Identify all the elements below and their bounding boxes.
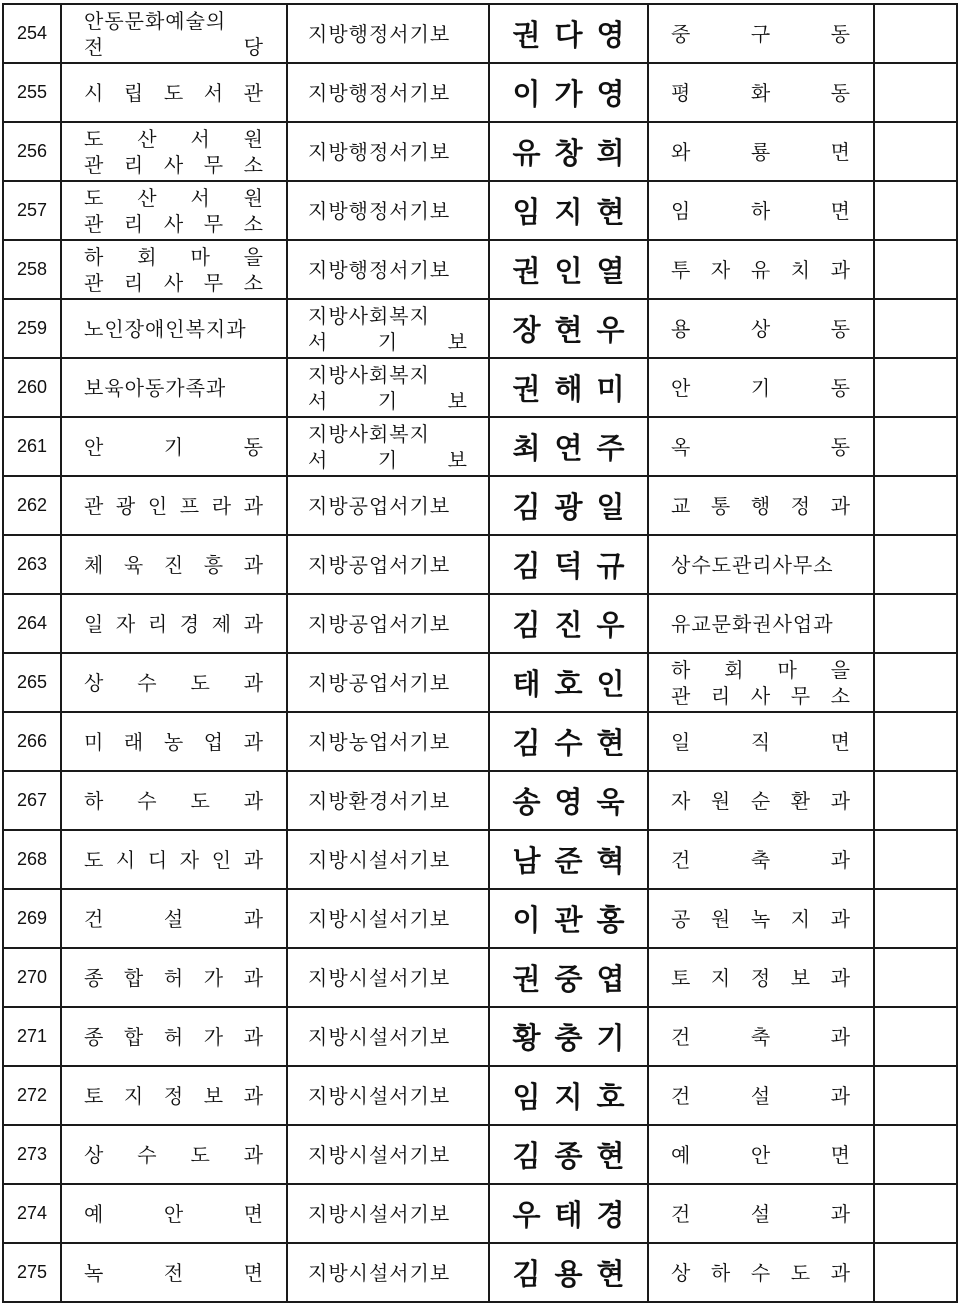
person-name-cell	[489, 594, 648, 653]
current-department-line: 노인장애인복지과	[84, 316, 247, 341]
current-department-line: 녹 전 면	[84, 1260, 264, 1285]
table-row	[3, 712, 957, 771]
new-department	[648, 417, 874, 476]
new-department-line: 자 원 순 환 과	[671, 788, 851, 813]
row-number: 264	[3, 594, 61, 653]
current-department-line: 보육아동가족과	[84, 375, 227, 400]
current-department-line: 도 시 디 자 인 과	[84, 847, 264, 872]
rank-title-line: 지방공업서기보	[308, 552, 451, 577]
rank-title-line: 지방행정서기보	[308, 198, 451, 223]
remarks-cell	[874, 240, 957, 299]
rank-title-line: 지방행정서기보	[308, 80, 451, 105]
current-department-line: 일 자 리 경 제 과	[84, 611, 264, 636]
current-department	[61, 1066, 287, 1125]
rank-title-line: 서 기 보	[308, 388, 468, 413]
remarks-cell	[874, 1007, 957, 1066]
rank-title-line: 지방공업서기보	[308, 611, 451, 636]
rank-title-line: 지방시설서기보	[308, 1201, 451, 1226]
row-number: 269	[3, 889, 61, 948]
current-department	[61, 476, 287, 535]
table-row	[3, 63, 957, 122]
person-name-cell	[489, 299, 648, 358]
remarks-cell	[874, 771, 957, 830]
personnel-table	[2, 3, 958, 1303]
rank-title	[287, 1066, 489, 1125]
remarks-cell	[874, 1184, 957, 1243]
rank-title	[287, 1007, 489, 1066]
row-number: 267	[3, 771, 61, 830]
current-department-line: 관 리 사 무 소	[84, 211, 264, 236]
current-department	[61, 1243, 287, 1302]
person-name: 권다영	[512, 18, 639, 52]
person-name: 최연주	[512, 431, 639, 465]
person-name: 임지현	[512, 195, 639, 229]
table-row	[3, 417, 957, 476]
new-department	[648, 535, 874, 594]
new-department	[648, 1184, 874, 1243]
row-number: 271	[3, 1007, 61, 1066]
rank-title	[287, 712, 489, 771]
person-name-cell	[489, 1125, 648, 1184]
table-body	[3, 4, 957, 1302]
person-name: 태호인	[512, 667, 639, 701]
remarks-cell	[874, 4, 957, 63]
table-row	[3, 122, 957, 181]
person-name: 우태경	[512, 1198, 639, 1232]
table-row	[3, 948, 957, 1007]
row-number: 266	[3, 712, 61, 771]
row-number: 261	[3, 417, 61, 476]
rank-title	[287, 358, 489, 417]
table-row	[3, 181, 957, 240]
current-department-line: 하 회 마 을	[84, 244, 264, 269]
rank-title-line: 지방행정서기보	[308, 139, 451, 164]
person-name-cell	[489, 771, 648, 830]
current-department	[61, 181, 287, 240]
new-department-line: 옥 동	[671, 434, 851, 459]
rank-title-line: 지방시설서기보	[308, 1024, 451, 1049]
new-department	[648, 1007, 874, 1066]
table-row	[3, 889, 957, 948]
rank-title	[287, 417, 489, 476]
table-row	[3, 830, 957, 889]
person-name-cell	[489, 830, 648, 889]
current-department	[61, 712, 287, 771]
person-name: 김진우	[512, 608, 639, 642]
current-department-line: 도 산 서 원	[84, 126, 264, 151]
current-department-line: 상 수 도 과	[84, 1142, 264, 1167]
table-row	[3, 476, 957, 535]
rank-title-line: 지방시설서기보	[308, 906, 451, 931]
current-department-line: 관 광 인 프 라 과	[84, 493, 264, 518]
rank-title-line: 서 기 보	[308, 329, 468, 354]
new-department-line: 건 설 과	[671, 1201, 851, 1226]
new-department	[648, 1125, 874, 1184]
new-department	[648, 830, 874, 889]
remarks-cell	[874, 181, 957, 240]
table-row	[3, 653, 957, 712]
table-row	[3, 358, 957, 417]
new-department-line: 평 화 동	[671, 80, 851, 105]
table-row	[3, 771, 957, 830]
person-name-cell	[489, 4, 648, 63]
row-number: 256	[3, 122, 61, 181]
new-department	[648, 240, 874, 299]
new-department-line: 건 축 과	[671, 1024, 851, 1049]
row-number: 257	[3, 181, 61, 240]
new-department	[648, 889, 874, 948]
person-name: 권인열	[512, 254, 639, 288]
rank-title-line: 지방행정서기보	[308, 257, 451, 282]
row-number: 270	[3, 948, 61, 1007]
new-department	[648, 299, 874, 358]
new-department-line: 관 리 사 무 소	[671, 683, 851, 708]
rank-title-line: 지방사회복지	[308, 421, 430, 446]
rank-title	[287, 1125, 489, 1184]
rank-title	[287, 122, 489, 181]
new-department	[648, 594, 874, 653]
rank-title	[287, 299, 489, 358]
new-department-line: 투 자 유 치 과	[671, 257, 851, 282]
table-row	[3, 240, 957, 299]
new-department-line: 안 기 동	[671, 375, 851, 400]
person-name-cell	[489, 653, 648, 712]
new-department-line: 건 축 과	[671, 847, 851, 872]
current-department	[61, 240, 287, 299]
current-department-line: 시 립 도 서 관	[84, 80, 264, 105]
remarks-cell	[874, 299, 957, 358]
person-name-cell	[489, 358, 648, 417]
rank-title	[287, 771, 489, 830]
rank-title-line: 지방환경서기보	[308, 788, 451, 813]
row-number: 268	[3, 830, 61, 889]
rank-title	[287, 1184, 489, 1243]
person-name-cell	[489, 240, 648, 299]
person-name-cell	[489, 1184, 648, 1243]
current-department-line: 전 당	[84, 34, 264, 59]
remarks-cell	[874, 1066, 957, 1125]
person-name-cell	[489, 476, 648, 535]
table-row	[3, 535, 957, 594]
current-department-line: 안동문화예술의	[84, 8, 227, 33]
current-department	[61, 889, 287, 948]
table-row	[3, 4, 957, 63]
new-department-line: 교 통 행 정 과	[671, 493, 851, 518]
new-department-line: 토 지 정 보 과	[671, 965, 851, 990]
rank-title-line: 지방사회복지	[308, 303, 430, 328]
new-department	[648, 476, 874, 535]
person-name: 권해미	[512, 372, 639, 406]
row-number: 263	[3, 535, 61, 594]
current-department	[61, 1125, 287, 1184]
current-department-line: 종 합 허 가 과	[84, 965, 264, 990]
row-number: 259	[3, 299, 61, 358]
remarks-cell	[874, 476, 957, 535]
rank-title	[287, 181, 489, 240]
current-department	[61, 417, 287, 476]
person-name: 김종현	[512, 1139, 639, 1173]
current-department	[61, 1184, 287, 1243]
new-department-line: 상 하 수 도 과	[671, 1260, 851, 1285]
person-name: 권중엽	[512, 962, 639, 996]
table-row	[3, 1066, 957, 1125]
new-department	[648, 771, 874, 830]
current-department	[61, 1007, 287, 1066]
new-department-line: 임 하 면	[671, 198, 851, 223]
remarks-cell	[874, 889, 957, 948]
remarks-cell	[874, 417, 957, 476]
person-name-cell	[489, 1007, 648, 1066]
rank-title-line: 지방시설서기보	[308, 1260, 451, 1285]
rank-title-line: 지방공업서기보	[308, 493, 451, 518]
person-name: 임지호	[512, 1080, 639, 1114]
current-department-line: 미 래 농 업 과	[84, 729, 264, 754]
new-department	[648, 948, 874, 1007]
current-department-line: 체 육 진 흥 과	[84, 552, 264, 577]
remarks-cell	[874, 1243, 957, 1302]
current-department	[61, 122, 287, 181]
person-name: 김광일	[512, 490, 639, 524]
new-department	[648, 358, 874, 417]
remarks-cell	[874, 63, 957, 122]
rank-title-line: 지방공업서기보	[308, 670, 451, 695]
table-row	[3, 1125, 957, 1184]
row-number: 260	[3, 358, 61, 417]
current-department-line: 관 리 사 무 소	[84, 270, 264, 295]
new-department	[648, 1066, 874, 1125]
remarks-cell	[874, 830, 957, 889]
rank-title	[287, 4, 489, 63]
rank-title	[287, 594, 489, 653]
rank-title	[287, 63, 489, 122]
current-department	[61, 830, 287, 889]
current-department	[61, 948, 287, 1007]
rank-title	[287, 240, 489, 299]
current-department	[61, 594, 287, 653]
rank-title	[287, 889, 489, 948]
new-department	[648, 63, 874, 122]
rank-title-line: 지방사회복지	[308, 362, 430, 387]
current-department	[61, 535, 287, 594]
person-name-cell	[489, 63, 648, 122]
row-number: 275	[3, 1243, 61, 1302]
new-department-line: 공 원 녹 지 과	[671, 906, 851, 931]
person-name-cell	[489, 948, 648, 1007]
current-department	[61, 771, 287, 830]
table-row	[3, 1243, 957, 1302]
person-name-cell	[489, 417, 648, 476]
rank-title-line: 지방시설서기보	[308, 1142, 451, 1167]
new-department-line: 중 구 동	[671, 21, 851, 46]
person-name: 남준혁	[512, 844, 639, 878]
row-number: 258	[3, 240, 61, 299]
person-name: 황충기	[512, 1021, 639, 1055]
rank-title	[287, 653, 489, 712]
rank-title-line: 서 기 보	[308, 447, 468, 472]
new-department-line: 상수도관리사무소	[671, 552, 834, 577]
remarks-cell	[874, 594, 957, 653]
rank-title-line: 지방행정서기보	[308, 21, 451, 46]
current-department	[61, 358, 287, 417]
person-name-cell	[489, 535, 648, 594]
current-department-line: 종 합 허 가 과	[84, 1024, 264, 1049]
rank-title-line: 지방농업서기보	[308, 729, 451, 754]
person-name-cell	[489, 889, 648, 948]
new-department-line: 하 회 마 을	[671, 657, 851, 682]
row-number: 273	[3, 1125, 61, 1184]
new-department	[648, 712, 874, 771]
remarks-cell	[874, 358, 957, 417]
rank-title	[287, 476, 489, 535]
remarks-cell	[874, 122, 957, 181]
current-department-line: 예 안 면	[84, 1201, 264, 1226]
row-number: 254	[3, 4, 61, 63]
person-name: 송영욱	[512, 785, 639, 819]
new-department-line: 와 룡 면	[671, 139, 851, 164]
current-department-line: 도 산 서 원	[84, 185, 264, 210]
table-row	[3, 1184, 957, 1243]
current-department	[61, 653, 287, 712]
remarks-cell	[874, 712, 957, 771]
current-department-line: 안 기 동	[84, 434, 264, 459]
person-name-cell	[489, 1066, 648, 1125]
row-number: 272	[3, 1066, 61, 1125]
new-department	[648, 653, 874, 712]
current-department-line: 건 설 과	[84, 906, 264, 931]
person-name: 유창희	[512, 136, 639, 170]
current-department-line: 토 지 정 보 과	[84, 1083, 264, 1108]
remarks-cell	[874, 535, 957, 594]
person-name: 김덕규	[512, 549, 639, 583]
new-department	[648, 1243, 874, 1302]
person-name-cell	[489, 712, 648, 771]
person-name-cell	[489, 122, 648, 181]
rank-title	[287, 1243, 489, 1302]
new-department-line: 용 상 동	[671, 316, 851, 341]
new-department	[648, 181, 874, 240]
rank-title-line: 지방시설서기보	[308, 965, 451, 990]
new-department-line: 일 직 면	[671, 729, 851, 754]
current-department-line: 하 수 도 과	[84, 788, 264, 813]
row-number: 255	[3, 63, 61, 122]
current-department-line: 상 수 도 과	[84, 670, 264, 695]
person-name: 김수현	[512, 726, 639, 760]
person-name: 이관홍	[512, 903, 639, 937]
person-name: 이가영	[512, 77, 639, 111]
current-department	[61, 63, 287, 122]
current-department	[61, 4, 287, 63]
new-department-line: 유교문화권사업과	[671, 611, 834, 636]
current-department-line: 관 리 사 무 소	[84, 152, 264, 177]
person-name-cell	[489, 181, 648, 240]
table-row	[3, 299, 957, 358]
rank-title-line: 지방시설서기보	[308, 1083, 451, 1108]
new-department	[648, 4, 874, 63]
row-number: 262	[3, 476, 61, 535]
new-department-line: 예 안 면	[671, 1142, 851, 1167]
table-row	[3, 1007, 957, 1066]
person-name: 장현우	[512, 313, 639, 347]
new-department	[648, 122, 874, 181]
remarks-cell	[874, 948, 957, 1007]
person-name: 김용현	[512, 1257, 639, 1291]
rank-title-line: 지방시설서기보	[308, 847, 451, 872]
rank-title	[287, 830, 489, 889]
rank-title	[287, 535, 489, 594]
new-department-line: 건 설 과	[671, 1083, 851, 1108]
row-number: 265	[3, 653, 61, 712]
table-row	[3, 594, 957, 653]
remarks-cell	[874, 653, 957, 712]
person-name-cell	[489, 1243, 648, 1302]
current-department	[61, 299, 287, 358]
remarks-cell	[874, 1125, 957, 1184]
row-number: 274	[3, 1184, 61, 1243]
rank-title	[287, 948, 489, 1007]
